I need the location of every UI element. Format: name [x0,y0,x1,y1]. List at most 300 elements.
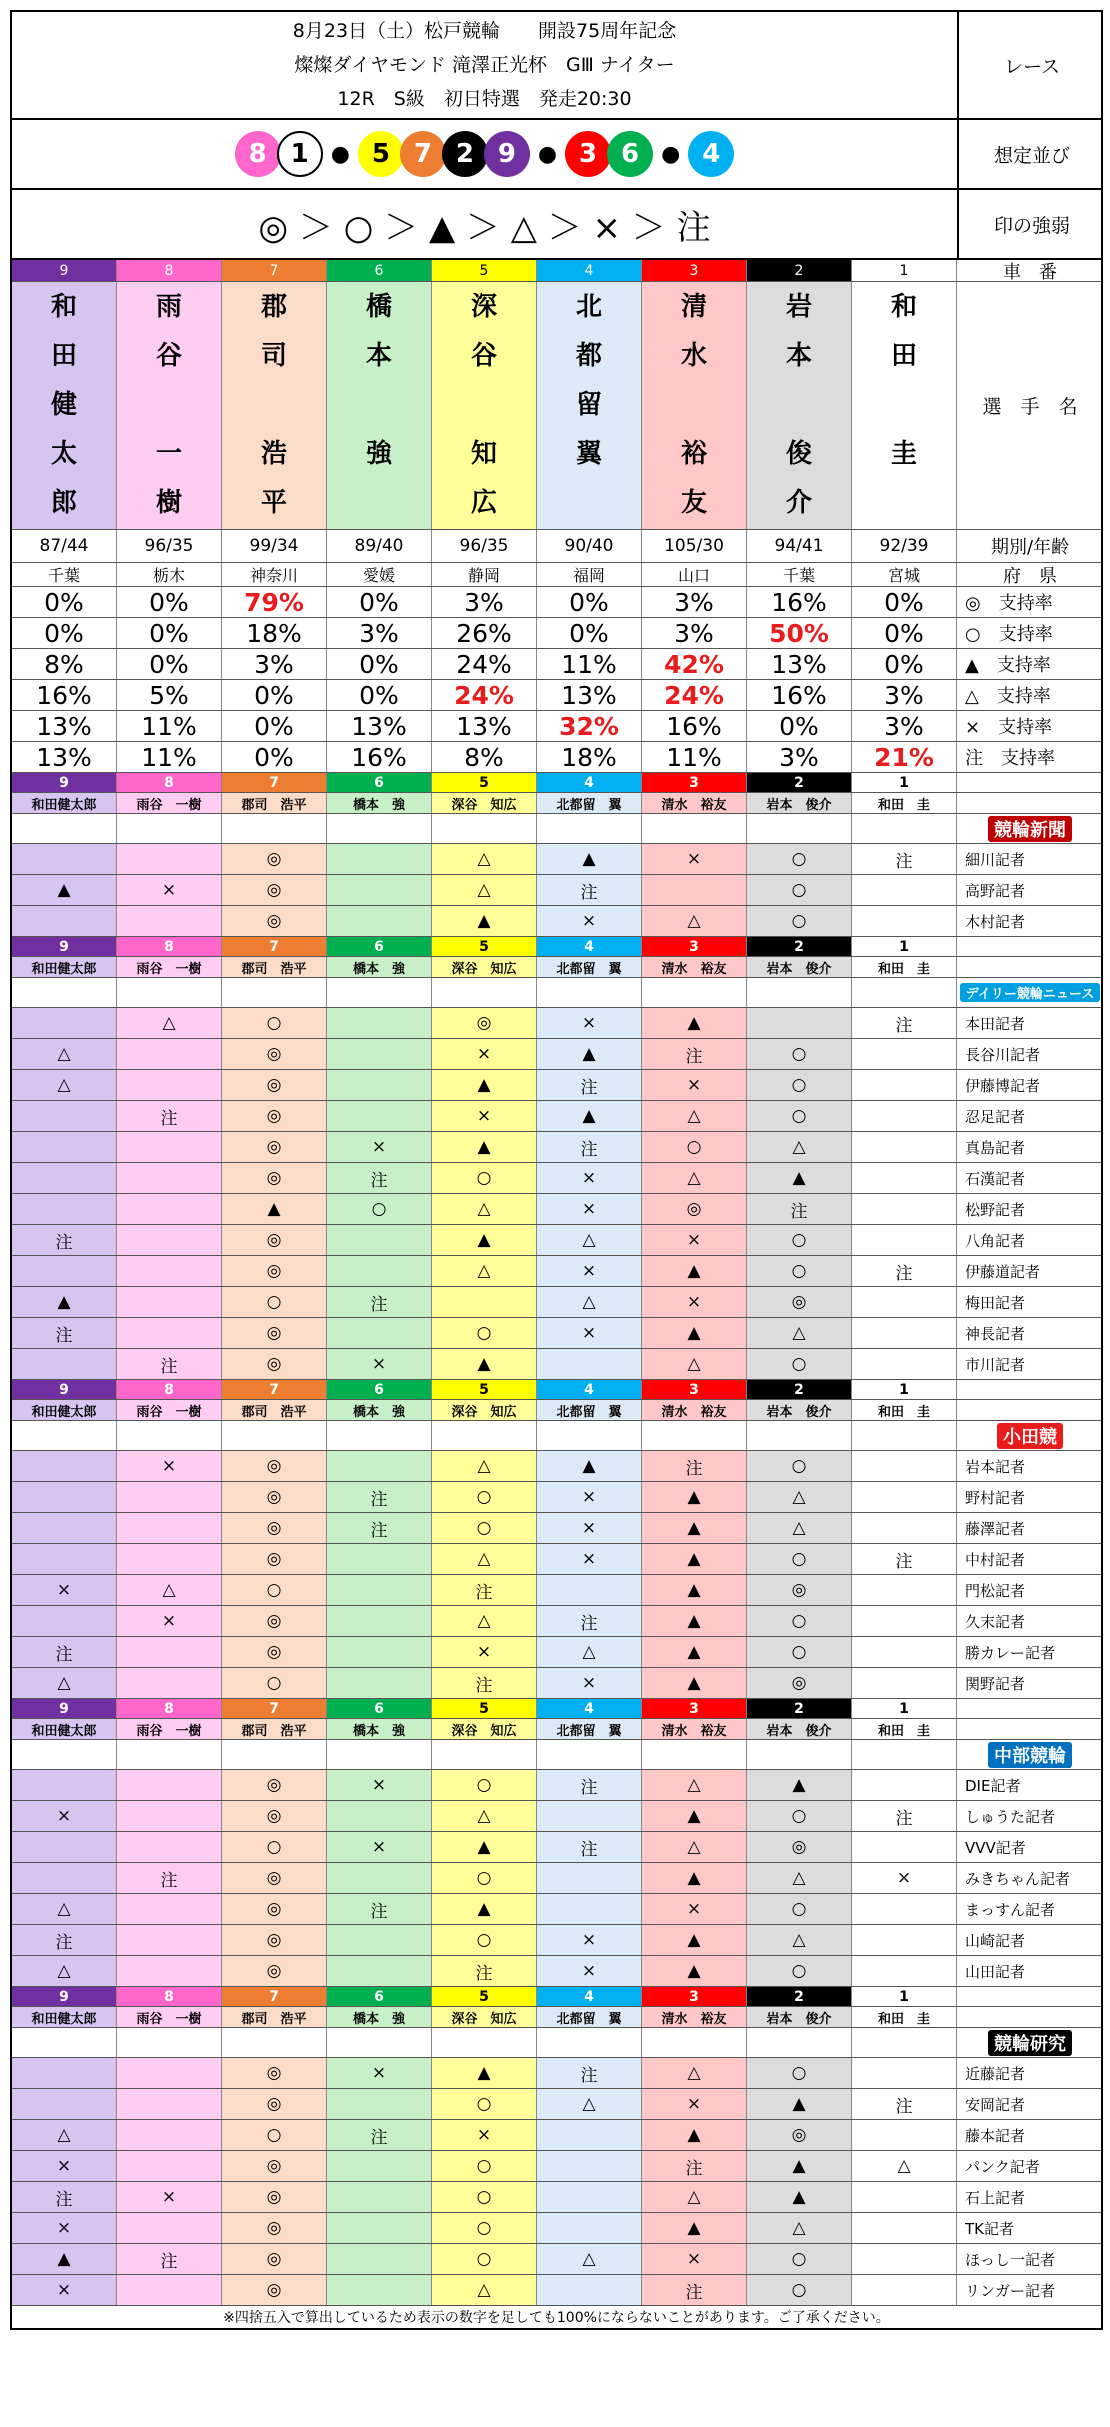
reporter-row [12,1132,1101,1163]
blank-cell [12,1740,117,1769]
prediction-mark: △ [432,2275,537,2305]
rider-pref: 福岡 [537,563,642,586]
prediction-mark: ◎ [222,906,327,936]
prediction-mark [537,1349,642,1379]
car-number-row [12,1987,1101,2007]
reporter-row [12,1163,1101,1194]
short-name: 雨谷 一樹 [117,1400,222,1420]
short-name: 清水 裕友 [642,1400,747,1420]
reporter-name: 細川記者 [965,850,1026,869]
prediction-mark: ▲ [642,1606,747,1636]
prediction-mark: ▲ [432,1894,537,1924]
prediction-mark [327,1101,432,1131]
car-number-row [12,773,1101,793]
prediction-mark: △ [432,1451,537,1481]
blank-cell [957,937,1103,956]
prediction-mark [12,1256,117,1286]
short-name-row [12,1400,1101,1421]
prediction-mark: × [327,1132,432,1162]
support-rate: 3% [642,587,747,617]
prediction-mark: △ [432,1544,537,1574]
name-char: 友 [680,488,707,518]
blank-cell [747,2028,852,2057]
prediction-mark: ▲ [432,1832,537,1862]
prediction-mark [327,2275,432,2305]
prediction-mark: ○ [747,2275,852,2305]
prediction-mark [117,1513,222,1543]
car-label: 車 番 [1003,261,1057,281]
support-rate: 0% [327,649,432,679]
prediction-mark [117,1132,222,1162]
name-char: 和 [50,292,77,322]
name-char: 本 [785,341,812,371]
prediction-mark [537,2151,642,2181]
prediction-mark: 注 [432,1956,537,1986]
prediction-mark [327,1039,432,1069]
prediction-mark: ○ [747,1256,852,1286]
car-number: 7 [222,773,327,792]
reporter-row [12,1801,1101,1832]
prediction-mark: ▲ [747,1770,852,1800]
prediction-mark: ◎ [222,1637,327,1667]
prediction-sheet [10,10,1103,2330]
car-number: 4 [537,260,642,281]
prediction-mark [12,1770,117,1800]
car-number: 6 [327,937,432,956]
prediction-mark: ◎ [222,1132,327,1162]
blank-cell [852,814,957,843]
prediction-mark: × [117,875,222,905]
prediction-mark [117,2058,222,2088]
car-number: 5 [432,260,537,281]
prediction-mark [117,1925,222,1955]
prediction-mark: ◎ [747,1575,852,1605]
reporter-name: 梅田記者 [965,1293,1026,1312]
rider-age: 87/44 [12,530,117,562]
rider-name [642,282,747,529]
blank-cell [957,1719,1103,1739]
name-char: 橋 [365,292,392,322]
reporter-row [12,1194,1101,1225]
prediction-mark: ○ [327,1194,432,1224]
support-rate: 79% [222,587,327,617]
prediction-mark [432,1287,537,1317]
blank-cell [852,978,957,1007]
car-number: 7 [222,260,327,281]
support-rate: 11% [537,649,642,679]
prediction-mark [117,1801,222,1831]
short-name: 和田健太郎 [12,1719,117,1739]
reporter-row [12,1225,1101,1256]
brand-row [12,814,1101,844]
prediction-mark: 注 [642,2151,747,2181]
blank-cell [117,2028,222,2057]
car-number: 4 [537,1699,642,1718]
short-name: 和田健太郎 [12,957,117,977]
prediction-mark: × [537,1318,642,1348]
prediction-mark [852,1194,957,1224]
car-number: 1 [852,1987,957,2006]
short-name: 岩本 俊介 [747,957,852,977]
lineup-label: 想定並び [993,144,1070,167]
prediction-mark: ○ [747,1349,852,1379]
prediction-mark [12,1008,117,1038]
prediction-mark: ◎ [222,1925,327,1955]
prediction-mark [852,1832,957,1862]
name-char: 岩 [785,292,812,322]
blank-cell [327,978,432,1007]
reporter-name: TK記者 [965,2219,1014,2238]
prediction-mark [117,1256,222,1286]
prediction-mark [12,1482,117,1512]
blank-cell [327,814,432,843]
prediction-mark: ▲ [642,1008,747,1038]
short-name: 和田 圭 [852,1400,957,1420]
car-number: 8 [117,260,222,281]
car-number: 8 [117,937,222,956]
prediction-mark [12,1513,117,1543]
prediction-mark: ○ [432,1513,537,1543]
prediction-mark: ○ [747,1637,852,1667]
prediction-mark: ◎ [222,1225,327,1255]
prediction-mark [12,1863,117,1893]
support-row [12,742,1101,773]
reporter-name: 本田記者 [965,1014,1026,1033]
support-rate: 8% [12,649,117,679]
prediction-mark [117,1832,222,1862]
blank-cell [642,978,747,1007]
prediction-mark: △ [642,1163,747,1193]
support-rate: 0% [327,680,432,710]
prediction-mark [117,1039,222,1069]
prediction-mark [537,1863,642,1893]
reporter-row [12,2089,1101,2120]
blank-cell [642,814,747,843]
rider-age: 89/40 [327,530,432,562]
prediction-mark [117,1637,222,1667]
prediction-mark [117,1956,222,1986]
prediction-mark: × [432,2120,537,2150]
support-rate: 13% [432,711,537,741]
prediction-mark: ◎ [222,1451,327,1481]
prediction-mark: △ [537,1225,642,1255]
support-rate: 0% [12,618,117,648]
blank-cell [327,1740,432,1769]
prediction-mark: △ [642,1349,747,1379]
support-row [12,587,1101,618]
marks-label: 印の強弱 [993,214,1070,237]
prediction-mark: × [642,1225,747,1255]
car-number: 4 [537,773,642,792]
reporter-row [12,1606,1101,1637]
prediction-mark: ○ [747,1039,852,1069]
reporter-name: 藤澤記者 [965,1519,1026,1538]
prediction-mark: △ [12,1956,117,1986]
rider-name [117,282,222,529]
lineup-balls [12,120,959,188]
prediction-mark: △ [642,906,747,936]
support-rate: 16% [747,587,852,617]
blank-cell [537,2028,642,2057]
support-rate: 13% [537,680,642,710]
prediction-mark [327,1575,432,1605]
prediction-mark: 注 [642,2275,747,2305]
prediction-mark [117,1194,222,1224]
lineup-ball: 9 [484,131,530,177]
car-number: 2 [747,937,852,956]
prediction-mark: △ [117,1575,222,1605]
support-rate: 11% [117,742,222,772]
prediction-mark: 注 [117,2244,222,2274]
car-number: 5 [432,773,537,792]
support-rate: 0% [852,587,957,617]
prediction-mark: ○ [747,844,852,874]
prediction-mark [327,1863,432,1893]
prediction-mark: △ [432,875,537,905]
prediction-mark: ◎ [747,1668,852,1698]
prediction-mark: ○ [747,1606,852,1636]
car-number: 6 [327,260,432,281]
prediction-mark [852,2244,957,2274]
prediction-mark: 注 [852,2089,957,2119]
prediction-mark [327,2244,432,2274]
reporter-row [12,2182,1101,2213]
blank-cell [642,2028,747,2057]
short-name: 北都留 翼 [537,1719,642,1739]
prediction-mark: ○ [432,2151,537,2181]
pref-row [12,563,1101,587]
car-number: 4 [537,1987,642,2006]
prediction-mark: 注 [12,1925,117,1955]
prediction-mark: ▲ [642,1544,747,1574]
prediction-mark: 注 [327,1894,432,1924]
short-name: 深谷 知広 [432,1719,537,1739]
reporter-name: 勝カレー記者 [965,1643,1056,1662]
short-name: 和田 圭 [852,2007,957,2027]
prediction-mark [852,1925,957,1955]
name-char: 強 [365,439,392,469]
car-number-row [12,1380,1101,1400]
blank-cell [432,1421,537,1450]
short-name: 橋本 強 [327,957,432,977]
car-number: 7 [222,937,327,956]
prediction-mark: ○ [432,1318,537,1348]
lineup-ball: 5 [358,131,404,177]
brand-row [12,2028,1101,2058]
reporter-name: 中村記者 [965,1550,1026,1569]
prediction-mark: ○ [432,2244,537,2274]
blank-cell [957,957,1103,977]
prediction-mark: ○ [432,1770,537,1800]
prediction-mark: ◎ [222,1256,327,1286]
blank-cell [957,1400,1103,1420]
short-name: 橋本 強 [327,793,432,813]
prediction-mark: △ [537,1287,642,1317]
support-rate: 11% [117,711,222,741]
short-name: 和田 圭 [852,1719,957,1739]
prediction-mark: × [537,1925,642,1955]
prediction-mark: 注 [642,1039,747,1069]
support-rate: 26% [432,618,537,648]
prediction-mark: × [642,844,747,874]
car-number: 2 [747,1987,852,2006]
brand-cell [957,1740,1103,1769]
reporter-row [12,2151,1101,2182]
prediction-mark [327,2182,432,2212]
short-name: 雨谷 一樹 [117,793,222,813]
name-char: 介 [785,488,812,518]
blank-cell [12,814,117,843]
support-rate: 8% [432,742,537,772]
prediction-mark [117,2213,222,2243]
prediction-mark [117,2275,222,2305]
prediction-mark: × [432,1637,537,1667]
lineup-ball: 6 [607,131,653,177]
support-rate: 0% [537,587,642,617]
name-char: 深 [470,292,497,322]
blank-cell [747,978,852,1007]
prediction-mark: ○ [747,1451,852,1481]
support-label: ▲ 支持率 [965,655,1051,676]
reporter-row [12,2275,1101,2306]
car-number: 9 [12,1380,117,1399]
rider-name [12,282,117,529]
lineup-ball: 8 [235,131,281,177]
prediction-mark [327,1606,432,1636]
name-char: 田 [890,341,917,371]
prediction-mark: ◎ [222,1349,327,1379]
support-rate: 3% [327,618,432,648]
prediction-mark: △ [642,1101,747,1131]
support-rate: 0% [12,587,117,617]
short-name: 清水 裕友 [642,957,747,977]
prediction-mark: 注 [747,1194,852,1224]
prediction-mark [327,1008,432,1038]
name-char: 田 [50,341,77,371]
lineup-ball: 4 [688,131,734,177]
prediction-mark: 注 [852,1008,957,1038]
brand-cell [957,814,1103,843]
prediction-mark [12,1132,117,1162]
short-name: 郡司 浩平 [222,2007,327,2027]
prediction-mark: ◎ [642,1194,747,1224]
prediction-mark: △ [642,2058,747,2088]
prediction-mark [642,875,747,905]
prediction-mark [852,2275,957,2305]
blank-cell [537,1740,642,1769]
prediction-mark [852,1770,957,1800]
brand-row [12,1421,1101,1451]
prediction-mark [852,1482,957,1512]
prediction-mark: ◎ [222,1606,327,1636]
short-name: 雨谷 一樹 [117,957,222,977]
short-name: 北都留 翼 [537,2007,642,2027]
prediction-mark [12,906,117,936]
prediction-mark: ▲ [537,844,642,874]
reporter-row [12,1039,1101,1070]
reporter-name: まっすん記者 [965,1900,1056,1919]
blank-cell [747,814,852,843]
name-char: 雨 [155,292,182,322]
blank-cell [957,773,1103,792]
blank-cell [957,1987,1103,2006]
support-rate: 24% [432,649,537,679]
prediction-mark [852,1956,957,1986]
blank-cell [327,1421,432,1450]
brand-row [12,978,1101,1008]
prediction-mark [117,1544,222,1574]
reporter-row [12,1925,1101,1956]
name-char: 圭 [890,439,917,469]
prediction-mark: ▲ [432,1349,537,1379]
short-name: 清水 裕友 [642,793,747,813]
support-rate: 0% [327,587,432,617]
prediction-mark: ◎ [222,2244,327,2274]
race-date-line: 8月23日（土）松戸競輪 開設75周年記念 [292,20,677,42]
prediction-mark: ▲ [642,1668,747,1698]
short-name: 雨谷 一樹 [117,1719,222,1739]
prediction-mark [327,1956,432,1986]
reporter-row [12,875,1101,906]
car-number: 8 [117,1699,222,1718]
blank-cell [537,978,642,1007]
short-name: 北都留 翼 [537,957,642,977]
blank-cell [432,814,537,843]
prediction-mark [537,2182,642,2212]
blank-cell [12,978,117,1007]
age-label: 期別/年齢 [990,537,1070,558]
prediction-mark: ◎ [222,1544,327,1574]
car-number: 4 [537,1380,642,1399]
prediction-mark: 注 [327,1163,432,1193]
prediction-mark [12,1832,117,1862]
prediction-mark: ▲ [432,906,537,936]
name-char: 和 [890,292,917,322]
name-char: 都 [575,341,602,371]
reporter-name: リンガー記者 [965,2281,1056,2300]
car-number: 8 [117,1380,222,1399]
prediction-mark: △ [642,1770,747,1800]
sheet-body [12,260,1101,2306]
prediction-mark: ○ [747,1544,852,1574]
lineup-separator: ● [330,141,350,167]
race-title-line: 燦燦ダイヤモンド 滝澤正光杯 GⅢ ナイター [294,54,675,76]
prediction-mark: 注 [12,1637,117,1667]
prediction-mark: △ [852,2151,957,2181]
car-number: 2 [747,1380,852,1399]
short-name: 郡司 浩平 [222,957,327,977]
blank-cell [327,2028,432,2057]
blank-cell [642,1421,747,1450]
prediction-mark: ◎ [222,1513,327,1543]
prediction-mark [327,844,432,874]
reporter-row [12,1894,1101,1925]
reporter-name: 近藤記者 [965,2064,1026,2083]
prediction-mark: × [537,906,642,936]
name-char: 裕 [680,439,707,469]
prediction-mark: ▲ [747,2182,852,2212]
rider-name [222,282,327,529]
support-rate: 16% [747,680,852,710]
prediction-mark: △ [537,2089,642,2119]
blank-cell [222,1740,327,1769]
prediction-mark: × [117,1606,222,1636]
prediction-mark: ◎ [222,2182,327,2212]
prediction-mark: ▲ [222,1194,327,1224]
prediction-mark [117,1287,222,1317]
short-name: 橋本 強 [327,1719,432,1739]
prediction-mark: ▲ [432,1225,537,1255]
